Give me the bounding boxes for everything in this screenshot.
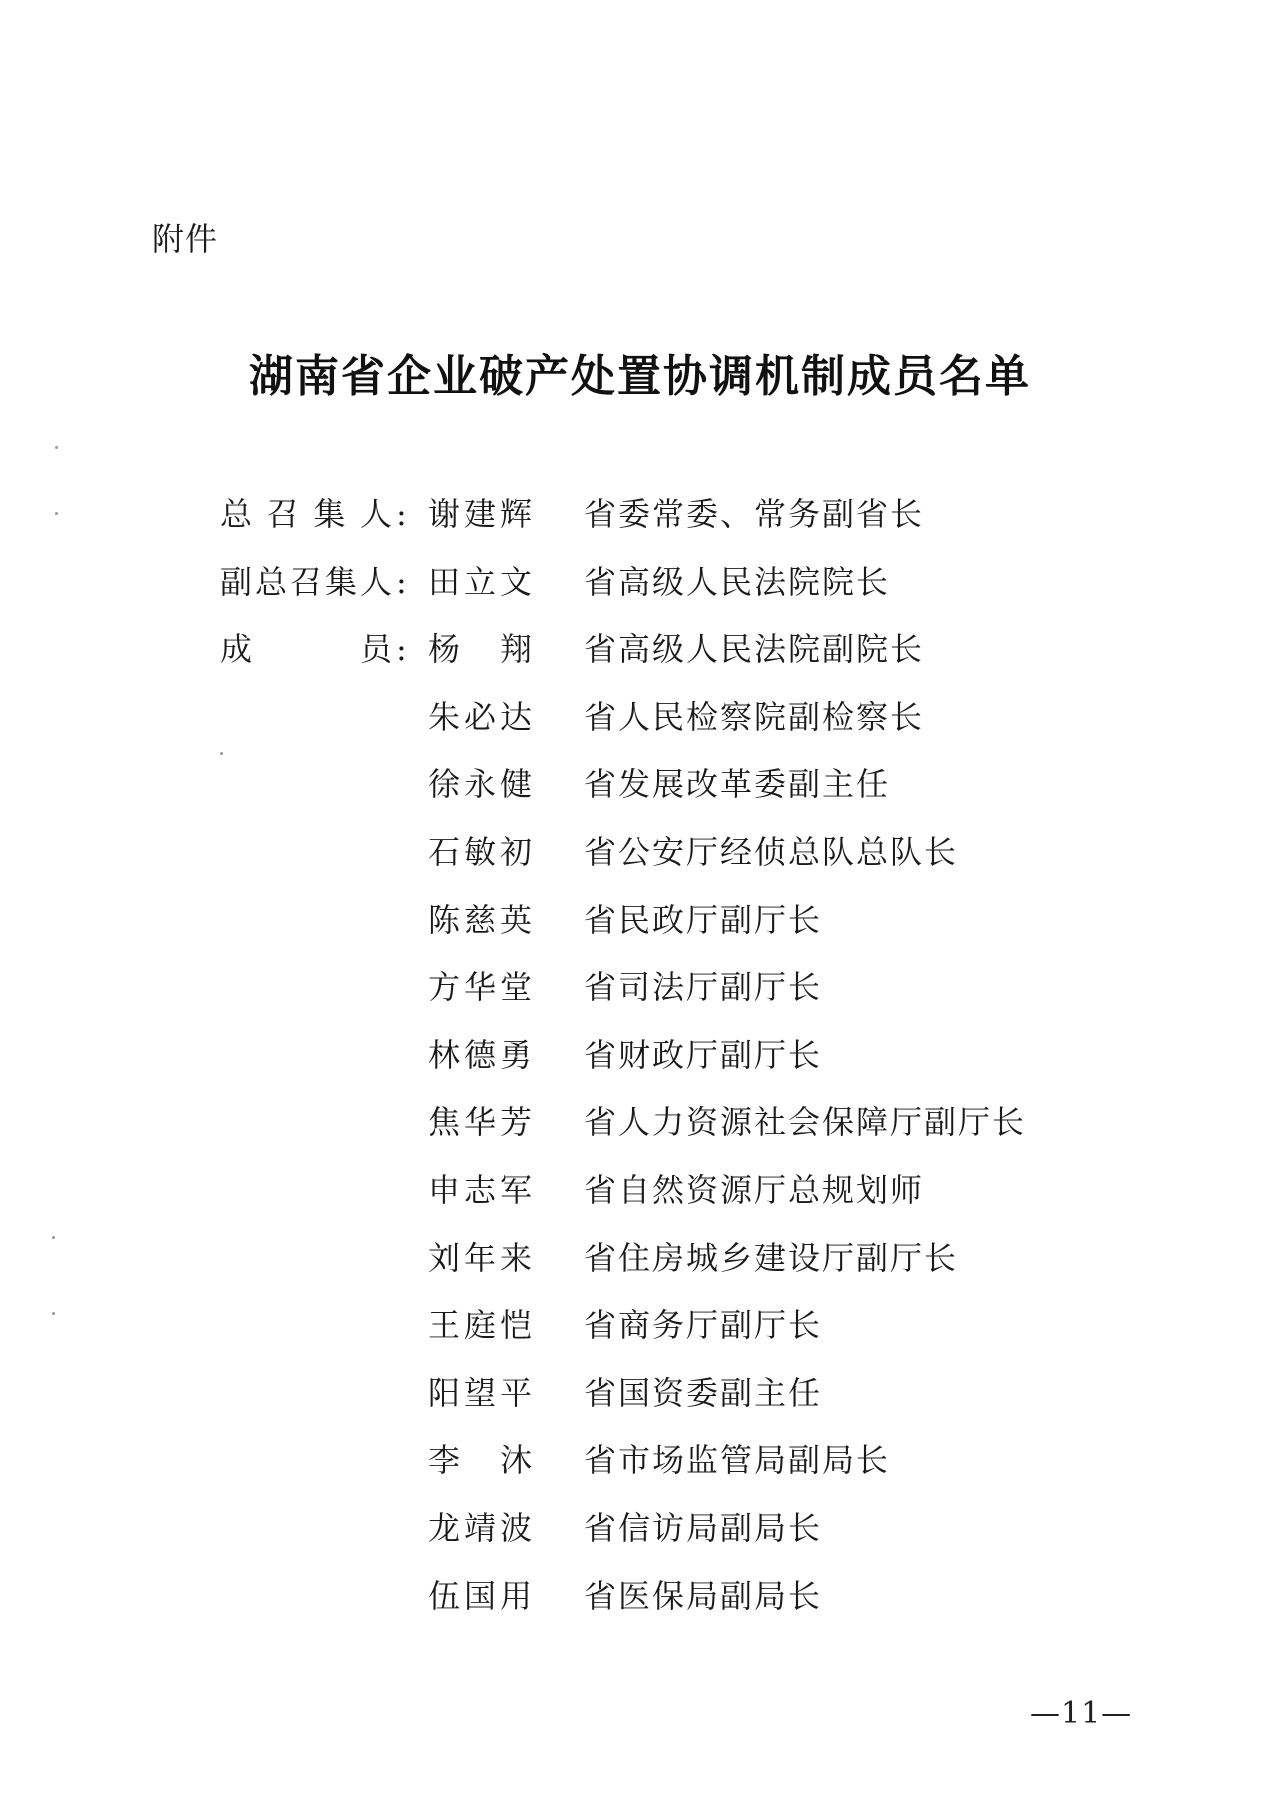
member-name: 杨 翔 <box>428 630 532 668</box>
scan-speck <box>52 1236 55 1239</box>
role-colon: : <box>396 630 407 668</box>
scan-speck <box>55 512 58 515</box>
member-row <box>0 1098 1280 1146</box>
member-name: 田 立 文 <box>428 563 532 601</box>
member-row <box>0 828 1280 876</box>
member-position: 省国资委副主任 <box>584 1374 823 1412</box>
member-row <box>0 963 1280 1011</box>
attachment-label: 附件 <box>152 220 219 258</box>
scan-speck <box>52 1312 55 1315</box>
member-role: 成 员 <box>220 630 392 668</box>
member-name: 陈 慈 英 <box>428 901 532 939</box>
member-position: 省公安厅经侦总队总队长 <box>584 833 959 871</box>
member-row <box>0 1234 1280 1282</box>
member-position: 省高级人民法院副院长 <box>584 630 925 668</box>
page-number: —11— <box>1030 1696 1133 1731</box>
member-name: 谢 建 辉 <box>428 495 532 533</box>
member-name: 方 华 堂 <box>428 968 532 1006</box>
member-position: 省委常委、常务副省长 <box>584 495 925 533</box>
member-name: 申 志 军 <box>428 1171 532 1209</box>
member-row <box>0 896 1280 944</box>
member-row <box>0 1572 1280 1620</box>
member-name: 龙 靖 波 <box>428 1509 532 1547</box>
member-row <box>0 1031 1280 1079</box>
member-position: 省司法厅副厅长 <box>584 968 823 1006</box>
member-name: 刘 年 来 <box>428 1239 532 1277</box>
document-title: 湖南省企业破产处置协调机制成员名单 <box>249 351 1031 402</box>
member-row <box>0 490 1280 538</box>
member-position: 省自然资源厅总规划师 <box>584 1171 925 1209</box>
member-name: 李 沐 <box>428 1441 532 1479</box>
member-row <box>0 760 1280 808</box>
member-row <box>0 558 1280 606</box>
scan-speck <box>220 752 223 755</box>
member-position: 省民政厅副厅长 <box>584 901 823 939</box>
member-name: 徐 永 健 <box>428 765 532 803</box>
member-position: 省信访局副局长 <box>584 1509 823 1547</box>
member-name: 焦 华 芳 <box>428 1103 532 1141</box>
member-row <box>0 1504 1280 1552</box>
member-name: 阳 望 平 <box>428 1374 532 1412</box>
member-position: 省人力资源社会保障厅副厅长 <box>584 1103 1027 1141</box>
member-name: 石 敏 初 <box>428 833 532 871</box>
member-position: 省医保局副局长 <box>584 1577 823 1615</box>
member-row <box>0 693 1280 741</box>
member-name: 朱 必 达 <box>428 698 532 736</box>
member-role: 副 总 召 集 人 <box>220 563 392 601</box>
member-position: 省商务厅副厅长 <box>584 1306 823 1344</box>
role-colon: : <box>396 563 407 601</box>
member-position: 省市场监管局副局长 <box>584 1441 891 1479</box>
member-row <box>0 1301 1280 1349</box>
member-row <box>0 625 1280 673</box>
member-position: 省住房城乡建设厅副厅长 <box>584 1239 959 1277</box>
member-name: 伍 国 用 <box>428 1577 532 1615</box>
member-position: 省高级人民法院院长 <box>584 563 891 601</box>
member-name: 王 庭 恺 <box>428 1306 532 1344</box>
member-name: 林 德 勇 <box>428 1036 532 1074</box>
member-position: 省财政厅副厅长 <box>584 1036 823 1074</box>
member-row <box>0 1369 1280 1417</box>
member-position: 省人民检察院副检察长 <box>584 698 925 736</box>
role-colon: : <box>396 495 407 533</box>
member-row <box>0 1436 1280 1484</box>
member-row <box>0 1166 1280 1214</box>
scan-speck <box>55 446 58 449</box>
member-role: 总 召 集 人 <box>220 495 392 533</box>
member-position: 省发展改革委副主任 <box>584 765 891 803</box>
